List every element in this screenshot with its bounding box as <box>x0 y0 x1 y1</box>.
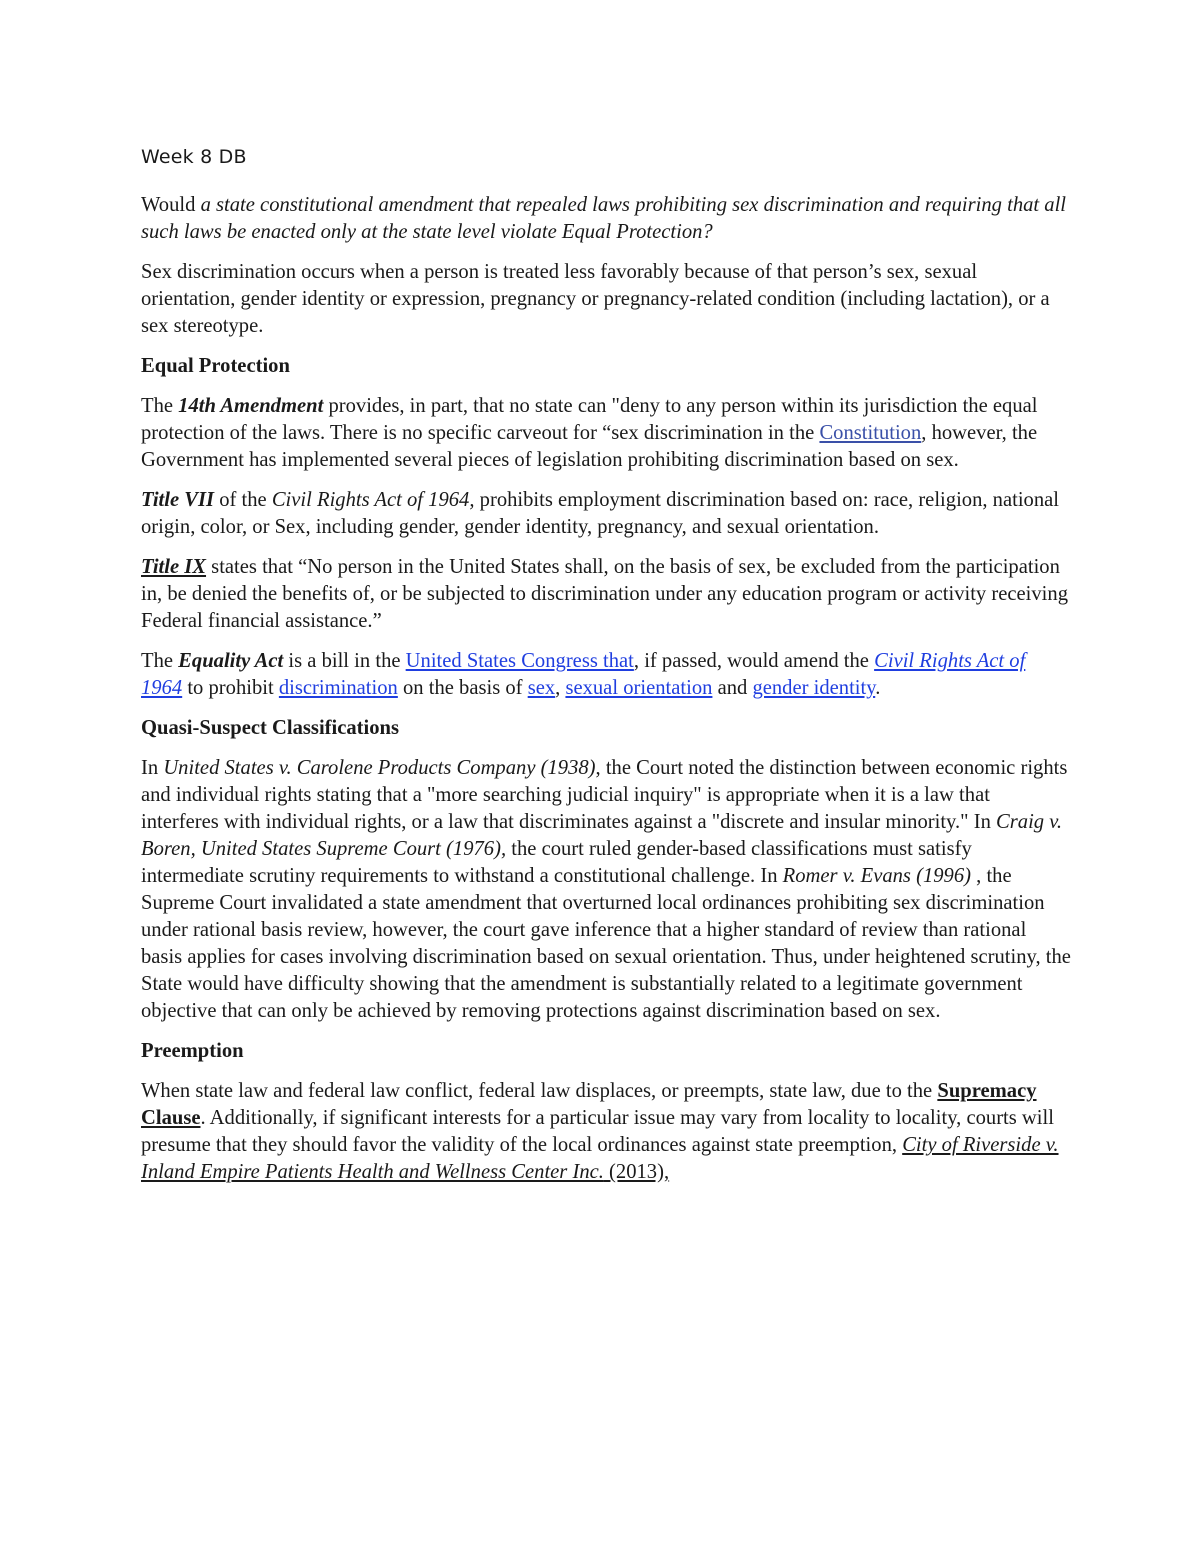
equal-protection-paragraph-1 <box>141 393 1071 474</box>
text-run: , the Court noted the distinction between economic rights and individual rights stating that a "more searching judicial inquiry" is appropriate when it is a law that interferes with individual rights, or a law that discriminates against a "discrete and insular minority." In <box>141 757 1068 833</box>
sex-link[interactable]: sex <box>527 677 556 699</box>
text-run: to prohibit <box>182 677 279 699</box>
text-run: The <box>141 395 179 417</box>
equal-protection-paragraph-2 <box>141 487 1071 541</box>
civil-rights-act-link-text: Civil Rights Act of 1964 <box>141 650 1026 699</box>
heading-equal-protection: Equal Protection <box>141 355 290 377</box>
discrimination-link[interactable]: discrimination <box>278 677 398 699</box>
text-run: , however, the Government has implemented several pieces of legislation prohibiting discrimination based on sex. <box>141 422 1038 471</box>
constitution-link[interactable]: Constitution <box>819 422 922 444</box>
text-run: states that “No person in the United States shall, on the basis of sex, be excluded from the participation in, be denied the benefits of, or be subjected to discrimination under any education program or activity receiving Federal financial assistance.” <box>141 556 1068 632</box>
text-run: . <box>875 677 881 699</box>
riverside-case-text: City of Riverside v. Inland Empire Patients Health and Wellness Center Inc. <box>141 1134 1059 1183</box>
heading-preemption: Preemption <box>141 1040 244 1062</box>
carolene-case-italic: United States v. Carolene Products Company (1938) <box>163 757 596 779</box>
gender-identity-link[interactable]: gender identity <box>752 677 876 699</box>
quasi-suspect-paragraph <box>141 755 1071 1025</box>
craig-case-italic: Craig v. Boren, United States Supreme Court (1976), <box>141 811 1063 860</box>
text-run: In <box>141 757 164 779</box>
romer-case-italic: Romer v. Evans (1996) <box>782 865 971 887</box>
question-paragraph <box>141 192 1071 246</box>
supremacy-clause-text: Supremacy Clause <box>141 1080 1037 1129</box>
text-run: . Additionally, if significant interests for a particular issue may vary from locality to locality, courts will presume that they should favor the validity of the local ordinances against state preemption, <box>141 1107 1054 1156</box>
text-run: and <box>712 677 753 699</box>
text-run: prohibits employment discrimination based on: race, religion, national origin, color, or Sex, including gender, gender identity, pregnancy, and sexual orientation. <box>141 489 1060 538</box>
text-run: the court ruled gender-based classifications must satisfy intermediate scrutiny requirements to withstand a constitutional challenge. In <box>141 838 972 887</box>
text-run: provides, in part, that no state can "deny to any person within its jurisdiction the equal protection of the laws. There is no specific carveout for “sex discrimination in the <box>141 395 1038 444</box>
text-run: is a bill in the <box>283 650 406 672</box>
sexual-orientation-link[interactable]: sexual orientation <box>565 677 713 699</box>
text-run: , <box>555 677 566 699</box>
amendment-emphasis: 14th Amendment <box>178 395 324 417</box>
riverside-case-year: (2013), <box>603 1161 670 1183</box>
preemption-paragraph <box>141 1078 1071 1186</box>
equality-act-emphasis: Equality Act <box>178 650 284 672</box>
text-run: When state law and federal law conflict, federal law displaces, or preempts, state law, due to the <box>141 1080 938 1102</box>
text-run: The <box>141 650 179 672</box>
us-congress-link[interactable]: United States Congress that <box>405 650 634 672</box>
heading-quasi-suspect: Quasi-Suspect Classifications <box>141 717 400 739</box>
text-run: , if passed, would amend the <box>633 650 875 672</box>
equal-protection-paragraph-4 <box>141 648 1071 702</box>
title-ix-emphasis: Title IX <box>141 556 207 578</box>
document-title: Week 8 DB <box>141 146 247 168</box>
document-page <box>141 140 1071 1199</box>
question-lead: Would <box>141 194 201 216</box>
intro-paragraph: Sex discrimination occurs when a person is treated less favorably because of that person’s sex, sexual orientation, gender identity or expression, pregnancy or pregnancy-related condition (including lactation), or a sex stereotype. <box>141 261 1050 337</box>
civil-rights-act-italic: Civil Rights Act of 1964, <box>271 489 475 511</box>
text-run: of the <box>214 489 272 511</box>
equal-protection-paragraph-3 <box>141 554 1071 635</box>
text-run: , the Supreme Court invalidated a state amendment that overturned local ordinances prohibiting sex discrimination under rational basis review, however, the court gave inference that a higher standard of review than rational basis applies for cases involving discrimination based on sexual orientation. Thus, under heightened scrutiny, the State would have difficulty showing that the amendment is substantially related to a legitimate government objective that can only be achieved by removing protections against discrimination based on sex. <box>141 865 1071 1022</box>
title-vii-emphasis: Title VII <box>141 489 215 511</box>
text-run: on the basis of <box>397 677 528 699</box>
question-text: a state constitutional amendment that repealed laws prohibiting sex discrimination and requiring that all such laws be enacted only at the state level violate Equal Protection? <box>141 194 1067 243</box>
